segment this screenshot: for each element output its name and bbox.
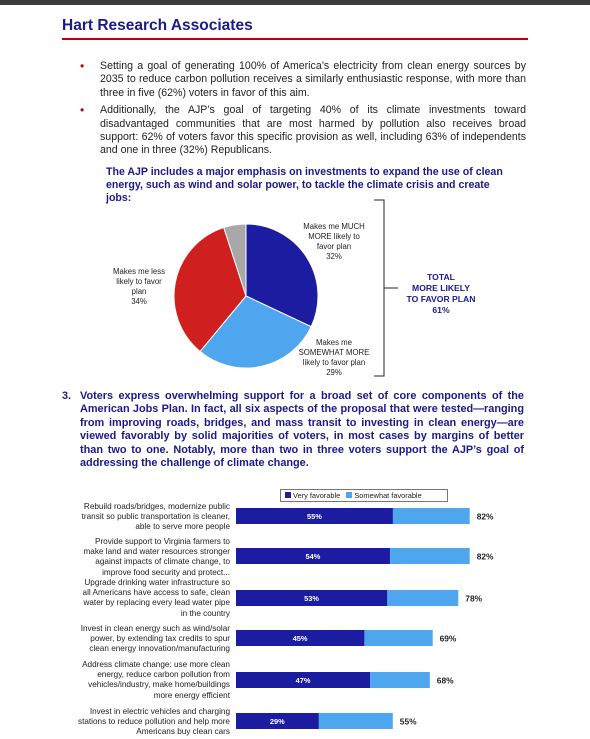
bar-category-label-line: make land and water resources stronger <box>83 547 230 557</box>
bar-category-label-line: against impacts of climate change, to <box>95 557 230 567</box>
legend-label-very: Very favorable <box>293 491 341 500</box>
total-label-line: MORE LIKELY <box>412 283 470 293</box>
bar-category-label-line: Address climate change: use more clean <box>82 660 230 669</box>
pie-label-line: likely to favor plan <box>302 358 366 367</box>
pie-label-line: likely to favor <box>116 277 162 286</box>
bar-category-label-line: able to serve more people <box>135 522 230 532</box>
pie-label-line: plan <box>131 287 147 296</box>
bullet-text: Additionally, the AJP’s goal of targeting 40% of its climate investments toward disadvantaged communities that are most harmed by pollution also receives broad support: 62% of voters favor this specific provision as well, including 63% of independents and one in three (32%) Republicans. <box>100 104 526 157</box>
bar-category-label-line: energy, reduce carbon pollution from <box>97 670 230 680</box>
bar-very-label: 45% <box>292 634 308 643</box>
bar-category-label-line: more energy efficient <box>153 690 230 700</box>
bar-category-label-line: clean energy innovation/manufacturing <box>89 644 230 654</box>
bar-category-label-line: stations to reduce pollution and help more <box>77 717 230 727</box>
pie-label-line: MORE likely to <box>308 232 360 241</box>
bar-category-label-line: improve food security and protect... <box>102 567 230 577</box>
bar-very-label: 53% <box>304 594 319 603</box>
bar-total-label: 55% <box>399 716 417 727</box>
bullet-dot-icon: • <box>80 59 85 73</box>
bar-category-label-line: transit so public transportation is cleaner, <box>81 512 230 522</box>
bar-total-label: 78% <box>465 593 483 604</box>
bar-total-label: 82% <box>476 551 494 562</box>
total-label-value: 61% <box>432 305 450 315</box>
bar-category-label-line: Americans buy clean cars <box>136 727 230 737</box>
pie-label-value: 34% <box>131 297 147 306</box>
bullet-dot-icon: • <box>80 103 85 118</box>
legend-label-somewhat: Somewhat favorable <box>354 491 422 500</box>
bar-total-label: 82% <box>476 511 494 522</box>
bar-category-label-line: Invest in clean energy such as wind/solar <box>80 624 230 633</box>
bar-very-label: 47% <box>295 676 311 685</box>
bar-category-label-line: Invest in electric vehicles and charging <box>89 707 230 716</box>
pie-label-line: favor plan <box>316 242 352 251</box>
bar-category-label-line: Provide support to Virginia farmers to <box>94 537 230 546</box>
bar-category-label-line: in the country <box>180 608 230 618</box>
bullet-text: Setting a goal of generating 100% of America’s electricity from clean energy sources by 2035 to reduce carbon pollution receives a similarly enthusiastic response, with more than three in five (62%) voters in favor of this aim. <box>100 60 526 99</box>
bar-total-label: 68% <box>436 675 454 686</box>
pie-label-line: Makes me MUCH <box>303 222 365 231</box>
bar-total-label: 69% <box>439 633 457 644</box>
bar-category-label-line: Rebuild roads/bridges, modernize public <box>83 502 230 511</box>
pie-label-value: 29% <box>326 368 342 377</box>
bar-category-label-line: all Americans have access to safe, clean <box>82 588 230 598</box>
bar-category-label-line: power, by extending tax credits to spur <box>90 634 230 644</box>
bar-very-label: 54% <box>305 552 321 561</box>
pie-label-value: 32% <box>326 252 342 261</box>
bar-very-label: 55% <box>307 512 322 521</box>
bar-very-label: 29% <box>269 717 285 726</box>
pie-chart-title: The AJP includes a major emphasis on investments to expand the use of clean energy, such as wind and solar power, to tackle the climate crisis and create jobs: <box>106 166 503 204</box>
bar-category-label-line: water by replacing every lead water pipe <box>83 598 230 608</box>
pie-label-line: Makes me less <box>113 267 165 276</box>
pie-label-line: SOMEWHAT MORE <box>298 348 370 357</box>
section-number: 3. <box>62 390 72 402</box>
page-title: Hart Research Associates <box>62 17 253 34</box>
pie-label-line: Makes me <box>316 338 352 347</box>
total-label-line: TOTAL <box>427 272 455 282</box>
section-text: Voters express overwhelming support for a broad set of core components of the American Jobs Plan. In fact, all six aspects of the proposal that were tested—ranging from improving roads, bridges, and mass transit to investing in clean energy—are viewed favorably by solid majorities of voters, in most cases by margins of better than two to one. Notably, more than two in three voters support the AJP’s goal of addressing the challenge of climate change. <box>80 390 524 470</box>
bar-category-label-line: vehicles/industry, make home/buildings <box>88 680 230 690</box>
bar-category-label-line: Upgrade drinking water infrastructure so <box>84 578 230 587</box>
total-label-line: TO FAVOR PLAN <box>406 294 476 304</box>
